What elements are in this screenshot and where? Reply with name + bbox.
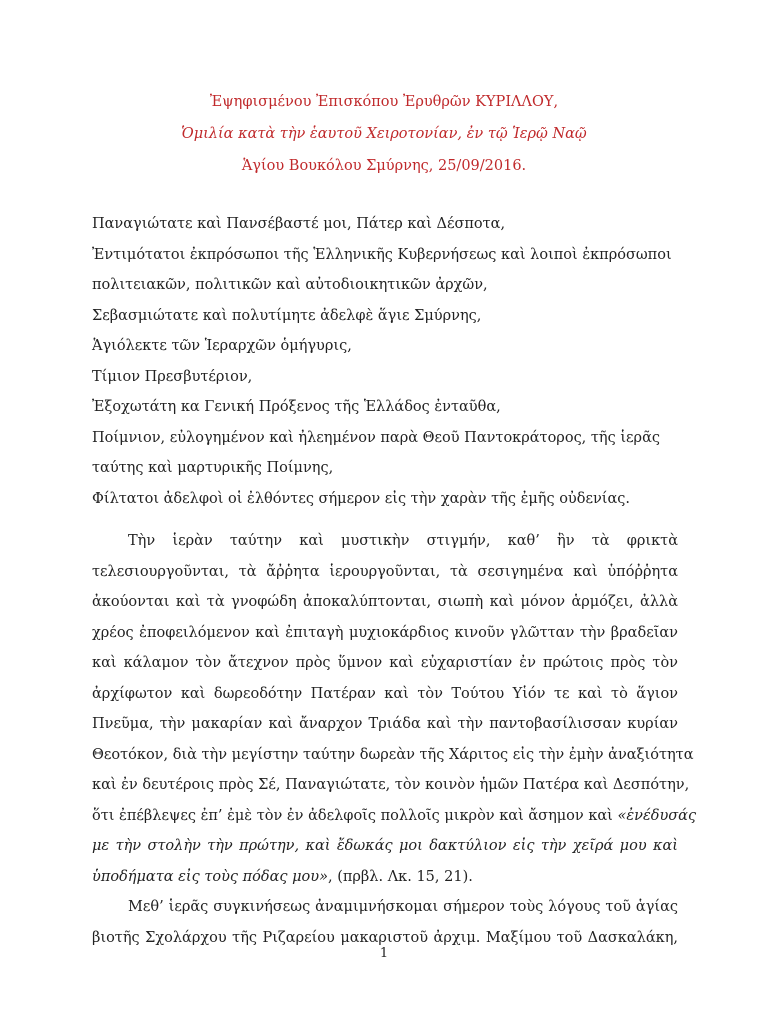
body-line: χρέος ἐποφειλόμενον καὶ ἐπιταγὴ μυχιοκάρδιος κινοῦν γλῶτταν τὴν βραδεῖαν — [92, 624, 678, 641]
salutation-list — [92, 209, 692, 514]
body-line: ἀρχίφωτον καὶ δωρεοδότην Πατέραν καὶ τὸν Τούτου Υἱόν τε καὶ τὸ ἅγιον — [92, 685, 678, 702]
scripture-quote: ὑποδήματα εἰς τοὺς πόδας μου» — [92, 868, 328, 885]
salutation-line: Φίλτατοι ἀδελφοὶ οἱ ἐλθόντες σήμερον εἰς τὴν χαρὰν τῆς ἐμῆς οὐδενίας. — [92, 490, 631, 507]
body-line: Θεοτόκον, διὰ τὴν μεγίστην ταύτην δωρεὰν τῆς Χάριτος εἰς τὴν ἐμὴν ἀναξιότητα — [92, 746, 694, 763]
body-line: καὶ κάλαμον τὸν ἄτεχνον πρὸς ὕμνον καὶ εὐχαριστίαν ἐν πρώτοις πρὸς τὸν — [92, 655, 678, 671]
salutation-line: Τίμιον Πρεσβυτέριον, — [92, 368, 253, 385]
scripture-quote-line: με τὴν στολὴν τὴν πρώτην, καὶ ἔδωκάς μοι δακτύλιον εἰς τὴν χεῖρά μου καὶ — [92, 838, 678, 854]
homily-body — [92, 526, 697, 953]
body-text: ὅτι ἐπέβλεψες ἐπ’ ἐμὲ τὸν ἐν ἀδελφοῖς πολλοῖς μικρὸν καὶ ἄσημον καὶ — [92, 807, 618, 824]
scripture-reference: , (πρβλ. Λκ. 15, 21). — [327, 868, 473, 885]
body-line: Πνεῦμα, τὴν μακαρίαν καὶ ἄναρχον Τριάδα καὶ τὴν παντοβασίλισσαν κυρίαν — [92, 716, 678, 732]
body-line: βιοτῆς Σχολάρχου τῆς Ριζαρείου μακαριστοῦ ἀρχιμ. Μαξίμου τοῦ Δασκαλάκη, — [92, 929, 678, 946]
body-line: καὶ ἐν δευτέροις πρὸς Σέ, Παναγιώτατε, τὸν κοινὸν ἡμῶν Πατέρα καὶ Δεσπότην, — [92, 777, 690, 793]
salutation-line: ταύτης καὶ μαρτυρικῆς Ποίμνης, — [92, 460, 334, 476]
body-line: Τὴν ἱερὰν ταύτην καὶ μυστικὴν στιγμήν, καθ’ ἣν τὰ φρικτὰ — [128, 533, 678, 549]
salutation-line: Ποίμνιον, εὐλογημένον καὶ ἠλεημένον παρὰ Θεοῦ Παντοκράτορος, τῆς ἱερᾶς — [92, 429, 660, 446]
page-number: 1 — [379, 946, 389, 961]
title-line-1: Ἐψηφισμένου Ἐπισκόπου Ἐρυθρῶν ΚΥΡΙΛΛΟΥ, — [209, 94, 559, 110]
scripture-quote: «ἐνέδυσάς — [617, 807, 697, 824]
body-line — [92, 862, 678, 893]
body-line: ἀκούονται καὶ τὰ γνοφώδη ἀποκαλύπτονται, σιωπὴ καὶ μόνον ἁρμόζει, ἀλλὰ — [92, 594, 678, 610]
body-line: Μεθ’ ἱερᾶς συγκινήσεως ἀναμιμνήσκομαι σήμερον τοὺς λόγους τοῦ ἁγίας — [128, 899, 678, 915]
body-line — [92, 801, 697, 832]
salutation-line: Ἁγιόλεκτε τῶν Ἱεραρχῶν ὁμήγυρις, — [92, 338, 352, 354]
salutation-line: Ἐξοχωτάτη κα Γενική Πρόξενος τῆς Ἑλλάδος ἐνταῦθα, — [92, 399, 501, 415]
title-line-2: Ὁμιλία κατὰ τὴν ἑαυτοῦ Χειροτονίαν, ἐν τῷ Ἱερῷ Ναῷ — [181, 126, 587, 142]
salutation-line: Ἐντιμότατοι ἐκπρόσωποι τῆς Ἑλληνικῆς Κυβερνήσεως καὶ λοιποὶ ἐκπρόσωποι — [92, 246, 672, 263]
salutation-line: Παναγιώτατε καὶ Πανσέβαστέ μοι, Πάτερ καὶ Δέσποτα, — [92, 216, 506, 232]
title-line-3: Ἁγίου Βουκόλου Σμύρνης, 25/09/2016. — [241, 158, 527, 174]
salutation-line: πολιτειακῶν, πολιτικῶν καὶ αὐτοδιοικητικῶν ἀρχῶν, — [92, 277, 488, 293]
document-title — [0, 86, 768, 182]
body-line: τελεσιουργοῦνται, τὰ ἄῤῥητα ἱερουργοῦνται, τὰ σεσιγημένα καὶ ὑπόῤῥητα — [92, 563, 678, 580]
salutation-line: Σεβασμιώτατε καὶ πολυτίμητε ἀδελφὲ ἅγιε Σμύρνης, — [92, 307, 482, 324]
